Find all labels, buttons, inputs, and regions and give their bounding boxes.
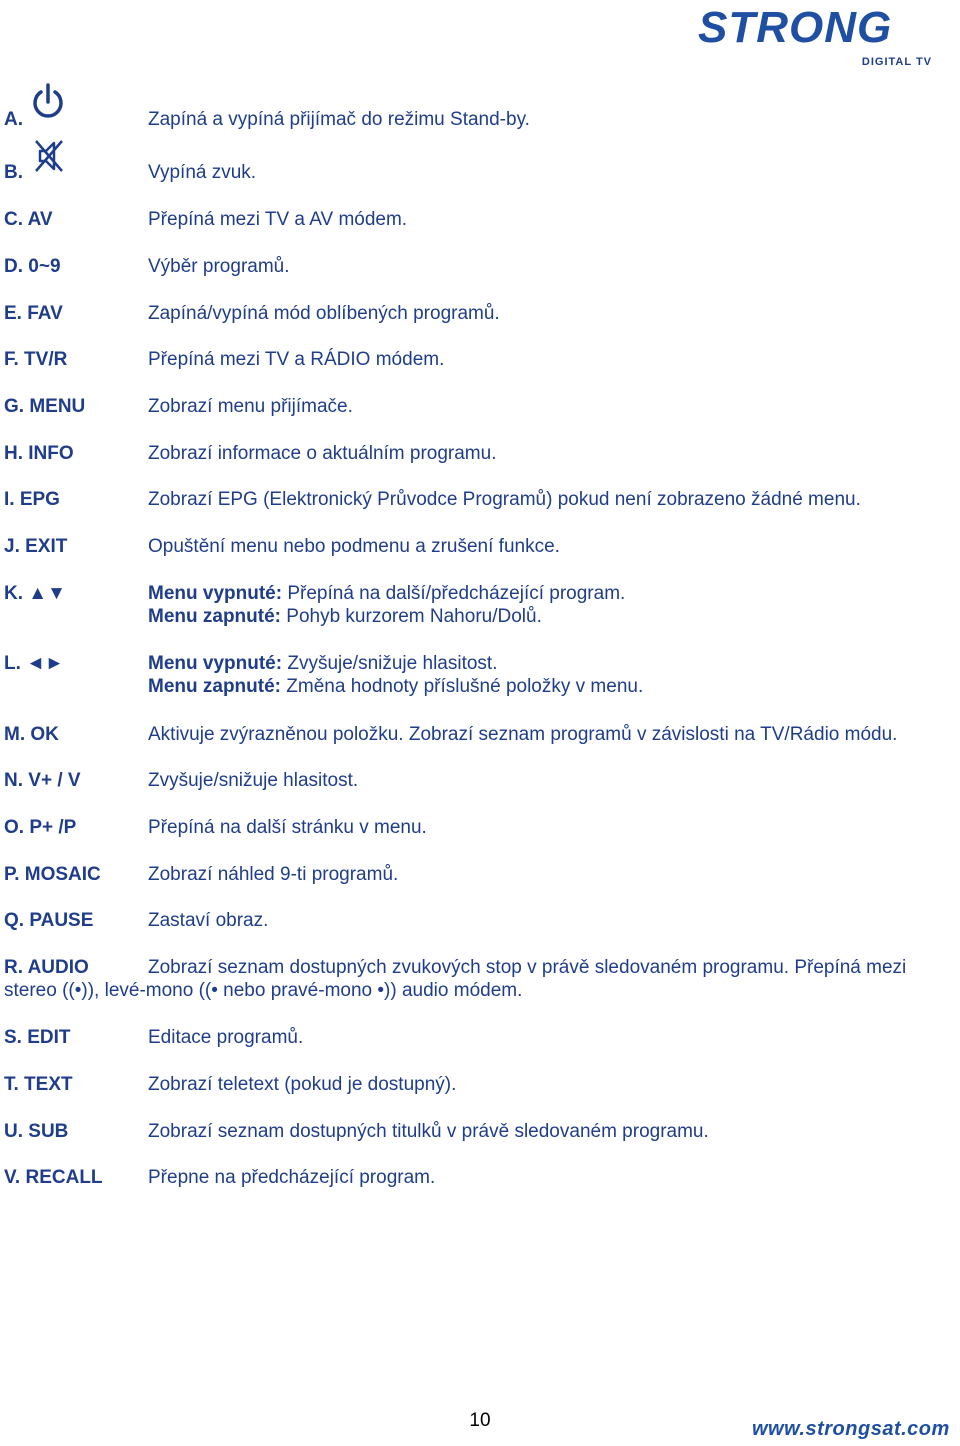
- entry-key: R. AUDIO: [4, 957, 89, 978]
- entry-description: Zobrazí menu přijímače.: [148, 396, 353, 417]
- entry-key: F. TV/R: [4, 349, 68, 370]
- menu-on-label: Menu zapnuté:: [148, 676, 281, 697]
- entry-key: V. RECALL: [4, 1167, 103, 1188]
- strong-logo: [698, 4, 938, 70]
- entry-description: Zvyšuje/snižuje hlasitost.: [148, 770, 359, 791]
- entry-description: Zobrazí teletext (pokud je dostupný).: [148, 1074, 457, 1095]
- entry-description: Zobrazí informace o aktuálním programu.: [148, 443, 497, 464]
- entry-description: Přepíná na další stránku v menu.: [148, 817, 427, 838]
- entry-key: T. TEXT: [4, 1074, 73, 1095]
- entry-description: Zobrazí seznam dostupných titulků v právě sledovaném programu.: [148, 1121, 709, 1142]
- entry-description: Přepne na předcházející program.: [148, 1167, 436, 1188]
- menu-on-text: Pohyb kurzorem Nahoru/Dolů.: [281, 606, 542, 627]
- entry-key: D. 0~9: [4, 256, 61, 277]
- entry-description: Zobrazí náhled 9-ti programů.: [148, 864, 399, 885]
- entry-key: Q. PAUSE: [4, 910, 94, 931]
- entry-key: U. SUB: [4, 1121, 69, 1142]
- entry-key: P. MOSAIC: [4, 864, 101, 885]
- menu-off-label: Menu vypnuté:: [148, 583, 283, 604]
- entry-key: N. V+ / V: [4, 770, 81, 791]
- entry-description: [148, 582, 625, 628]
- menu-off-label: Menu vypnuté:: [148, 653, 283, 674]
- entry-r-continuation: stereo ((•)), levé-mono ((• nebo pravé-mono •)) audio módem.: [4, 980, 523, 1001]
- entry-key: G. MENU: [4, 396, 86, 417]
- entry-key: S. EDIT: [4, 1027, 71, 1048]
- menu-on-label: Menu zapnuté:: [148, 606, 281, 627]
- entry-description: Zapíná a vypíná přijímač do režimu Stand-by.: [148, 109, 530, 130]
- menu-on-line: [148, 675, 643, 698]
- entry-key: M. OK: [4, 724, 59, 745]
- menu-off-line: [148, 652, 643, 675]
- entry-description: Zobrazí seznam dostupných zvukových stop v právě sledovaném programu. Přepíná mezi: [148, 957, 907, 978]
- entry-key: L. ◄►: [4, 653, 64, 674]
- mute-icon: [30, 137, 66, 175]
- page-number: 10: [469, 1410, 491, 1431]
- menu-off-text: Přepíná na další/předcházející program.: [282, 583, 626, 604]
- power-icon: [30, 82, 66, 122]
- menu-off-text: Zvyšuje/snižuje hlasitost.: [282, 653, 498, 674]
- entry-description: Opuštění menu nebo podmenu a zrušení funkce.: [148, 536, 560, 557]
- entry-key: I. EPG: [4, 489, 60, 510]
- entry-key: E. FAV: [4, 303, 63, 324]
- entry-description: Výběr programů.: [148, 256, 290, 277]
- entry-description: Vypíná zvuk.: [148, 162, 257, 183]
- entry-description: Zobrazí EPG (Elektronický Průvodce Programů) pokud není zobrazeno žádné menu.: [148, 489, 861, 510]
- entry-description: Přepíná mezi TV a AV módem.: [148, 209, 408, 230]
- logo-wordmark: STRONG: [698, 3, 893, 52]
- entry-key: C. AV: [4, 209, 53, 230]
- entry-description: Zastaví obraz.: [148, 910, 269, 931]
- entry-description: Aktivuje zvýrazněnou položku. Zobrazí seznam programů v závislosti na TV/Rádio módu.: [148, 724, 898, 745]
- entry-r-first-line: [4, 956, 960, 979]
- logo-tagline: DIGITAL TV: [861, 56, 932, 68]
- entry-description: Zapíná/vypíná mód oblíbených programů.: [148, 303, 500, 324]
- menu-on-line: [148, 605, 625, 628]
- entry-description: [148, 652, 643, 698]
- entry-description: Přepíná mezi TV a RÁDIO módem.: [148, 349, 445, 370]
- entry-key: J. EXIT: [4, 536, 68, 557]
- entry-key: B.: [4, 162, 23, 183]
- entry-description: Editace programů.: [148, 1027, 304, 1048]
- entry-key: K. ▲▼: [4, 583, 66, 604]
- entry-r: [4, 956, 960, 1002]
- entry-key: A.: [4, 109, 23, 130]
- entry-key: O. P+ /P: [4, 817, 77, 838]
- website-url: www.strongsat.com: [752, 1418, 950, 1440]
- menu-off-line: [148, 582, 625, 605]
- menu-on-text: Změna hodnoty příslušné položky v menu.: [281, 676, 644, 697]
- entry-key: H. INFO: [4, 443, 74, 464]
